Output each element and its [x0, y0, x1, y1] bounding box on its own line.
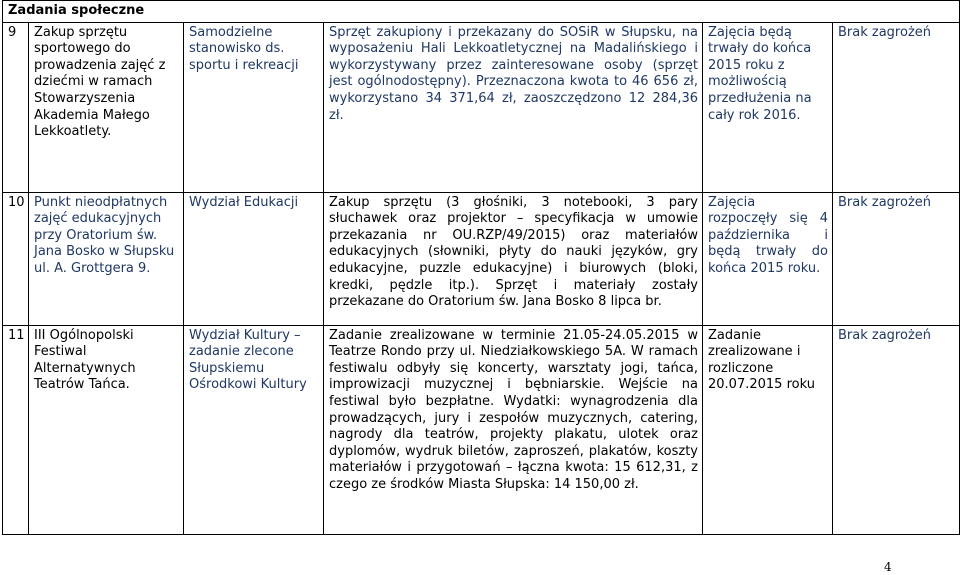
task-risk: Brak zagrożeń	[833, 325, 960, 534]
task-description: Zakup sprzętu (3 głośniki, 3 notebooki, 3 pary słuchawek oraz projektor – specyfikacja w umowie przekazania nr OU.RZP/49/2015) oraz materiałów edukacyjnych (słowniki, płyty do nauki języków, gry edukacyjne, puzzle edukacyjne) i biurowych (bloki, kredki, pędzle itp.). Sprzęt i materiały zostały przekazane do Oratorium św. Jana Bosko 8 lipca br.	[324, 192, 703, 325]
task-name: Punkt nieodpłatnych zajęć edukacyjnych przy Oratorium św. Jana Bosko w Słupsku ul. A. Grottgera 9.	[29, 192, 184, 325]
task-risk: Brak zagrożeń	[833, 22, 960, 192]
responsible-unit: Wydział Edukacji	[184, 192, 324, 325]
section-header-row	[3, 1, 960, 23]
responsible-unit: Samodzielne stanowisko ds. sportu i rekreacji	[184, 22, 324, 192]
task-risk: Brak zagrożeń	[833, 192, 960, 325]
responsible-unit: Wydział Kultury – zadanie zlecone Słupskiemu Ośrodkowi Kultury	[184, 325, 324, 534]
task-name: Zakup sprzętu sportowego do prowadzenia zajęć z dziećmi w ramach Stowarzyszenia Akademia Małego Lekkoatlety.	[29, 22, 184, 192]
task-status: Zadanie zrealizowane i rozliczone 20.07.2015 roku	[703, 325, 833, 534]
table-row	[3, 22, 960, 192]
tasks-table	[2, 0, 960, 535]
section-header: Zadania społeczne	[3, 1, 960, 23]
task-description: Sprzęt zakupiony i przekazany do SOSiR w Słupsku, na wyposażeniu Hali Lekkoatletycznej na Madalińskiego i wykorzystywany przez zainteresowane osoby (sprzęt jest ogólnodostępny). Przeznaczona kwota to 46 656 zł, wykorzystano 34 371,64 zł, zaoszczędzono 12 284,36 zł.	[324, 22, 703, 192]
table-row	[3, 325, 960, 534]
row-number: 11	[3, 325, 29, 534]
table-row	[3, 192, 960, 325]
row-number: 10	[3, 192, 29, 325]
page-number: 4	[884, 560, 892, 574]
task-name: III Ogólnopolski Festiwal Alternatywnych Teatrów Tańca.	[29, 325, 184, 534]
task-status: Zajęcia będą trwały do końca 2015 roku z możliwością przedłużenia na cały rok 2016.	[703, 22, 833, 192]
task-description: Zadanie zrealizowane w terminie 21.05-24.05.2015 w Teatrze Rondo przy ul. Niedziałkowskiego 5A. W ramach festiwalu odbyły się koncerty, warsztaty jogi, tańca, improwizacji muzycznej i bębniarskie. Wejście na festiwal było bezpłatne. Wydatki: wynagrodzenia dla prowadzących, jury i zespołów muzycznych, catering, nagrody dla teatrów, projekty plakatu, ulotek oraz dyplomów, wydruk biletów, zaproszeń, plakatów, koszty materiałów i przygotowań – łączna kwota: 15 612,31, z czego ze środków Miasta Słupska: 14 150,00 zł.	[324, 325, 703, 534]
row-number: 9	[3, 22, 29, 192]
task-status: Zajęcia rozpoczęły się 4 października i będą trwały do końca 2015 roku.	[703, 192, 833, 325]
